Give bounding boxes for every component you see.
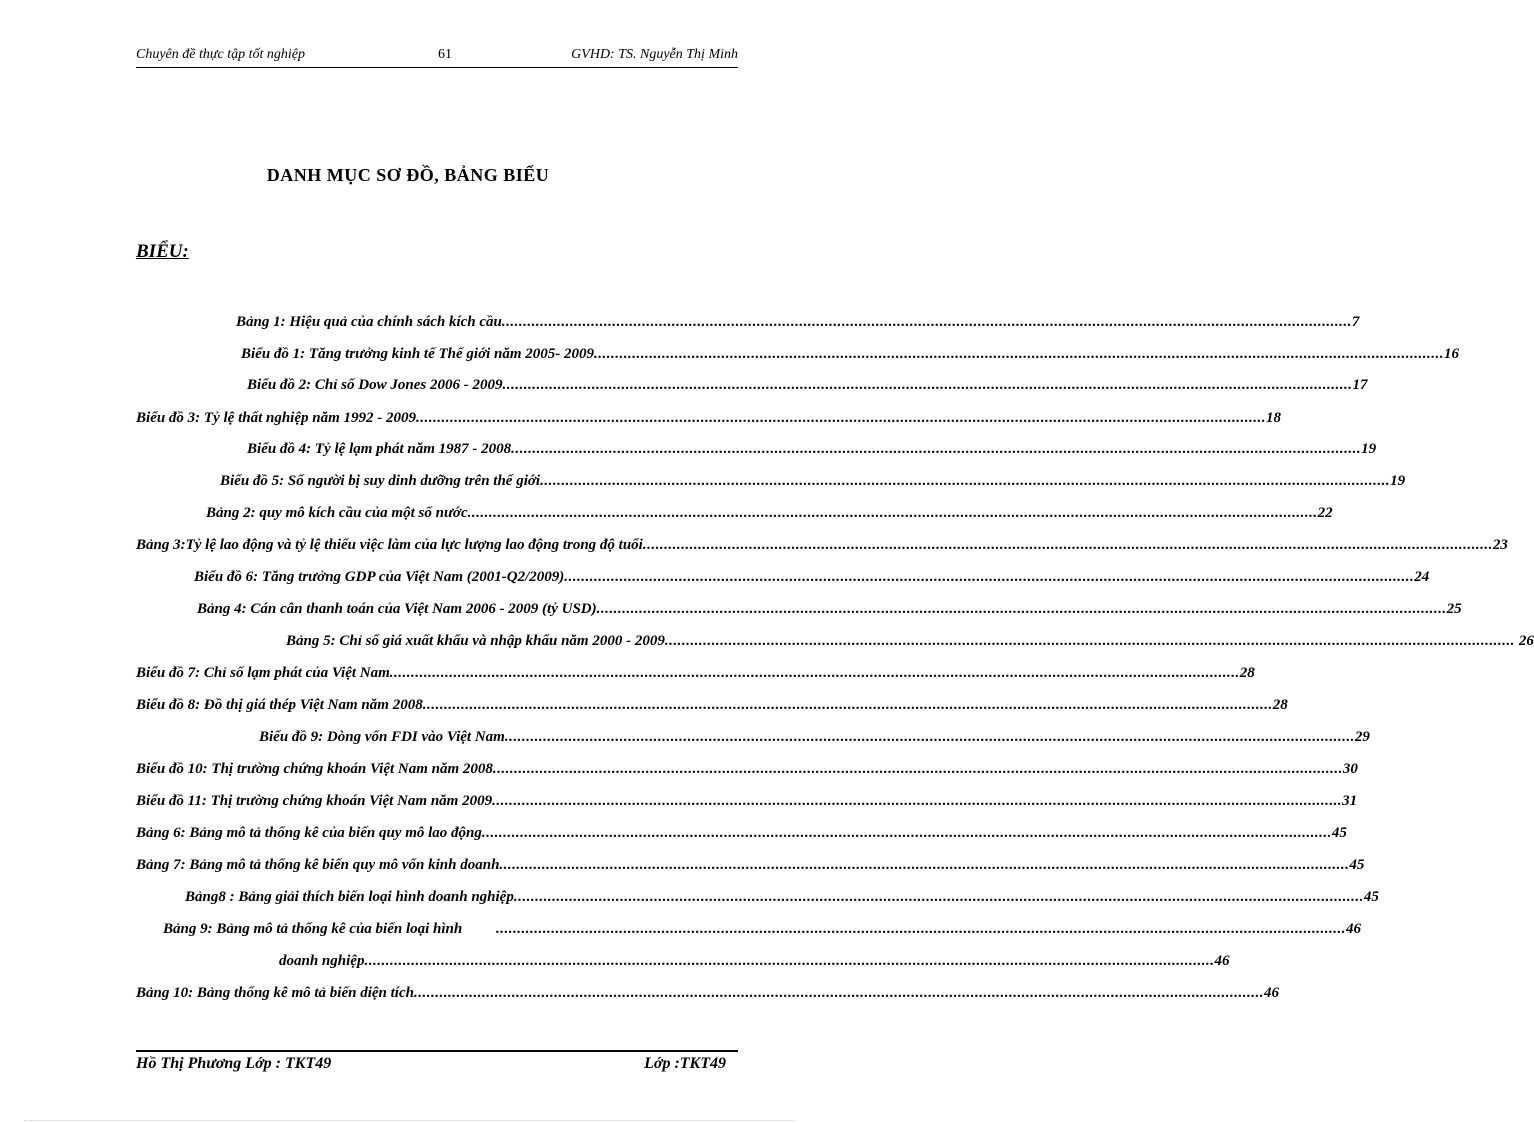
toc-leader: ........................................................................................................................................................................................................	[594, 346, 1445, 362]
toc-entry[interactable]	[247, 436, 1377, 458]
toc-entry-label: Bảng 3:Tỷ lệ lao động và tỷ lệ thiếu việc làm của lực lượng lao động trong độ tuổi	[136, 537, 643, 553]
toc-entry[interactable]	[279, 948, 1230, 970]
toc-entry-page: 45	[1363, 889, 1379, 905]
toc-leader: ........................................................................................................................................................................................................	[596, 601, 1447, 617]
toc-leader: ........................................................................................................................................................................................................	[564, 569, 1415, 585]
toc-leader: ........................................................................................................................................................................................................	[495, 921, 1346, 937]
toc-entry[interactable]	[194, 564, 1430, 586]
toc-entry-label: Biểu đồ 9: Dòng vốn FDI vào Việt Nam	[259, 729, 505, 745]
toc-entry-page: 17	[1352, 377, 1368, 393]
toc-entry-page: 46	[1263, 985, 1279, 1001]
toc-entry[interactable]	[136, 820, 1347, 842]
toc-entry[interactable]	[136, 405, 1282, 427]
toc-entry[interactable]	[163, 916, 1361, 938]
header-supervisor: GVHD: TS. Nguyễn Thị Minh	[571, 47, 738, 62]
toc-entry-label: Biểu đồ 2: Chỉ số Dow Jones 2006 - 2009	[247, 377, 503, 393]
toc-entry-page: 24	[1414, 569, 1430, 585]
toc-leader: ........................................................................................................................................................................................................	[504, 729, 1355, 745]
toc-leader: ........................................................................................................................................................................................................	[513, 889, 1364, 905]
toc-entry-page: 18	[1266, 410, 1282, 426]
toc-entry[interactable]	[136, 532, 1508, 554]
toc-leader: ........................................................................................................................................................................................................	[511, 441, 1362, 457]
toc-leader: ........................................................................................................................................................................................................	[422, 697, 1273, 713]
toc-entry-page: 29	[1354, 729, 1370, 745]
toc-leader: ........................................................................................................................................................................................................	[499, 857, 1350, 873]
toc-entry-page: 23	[1492, 537, 1508, 553]
toc-entry-page: 31	[1342, 793, 1358, 809]
toc-entry[interactable]	[197, 596, 1462, 618]
toc-entry[interactable]	[136, 852, 1365, 874]
toc-entry[interactable]	[236, 309, 1360, 331]
toc-entry[interactable]	[259, 724, 1370, 746]
toc-entry[interactable]	[286, 628, 1534, 650]
footer-divider	[136, 1050, 738, 1052]
toc-entry-page: 45	[1349, 857, 1365, 873]
toc-leader: ........................................................................................................................................................................................................	[416, 410, 1267, 426]
toc-entry-label: Bảng8 : Bảng giải thích biến loại hình doanh nghiệp	[185, 889, 514, 905]
toc-entry-page: 7	[1351, 314, 1360, 330]
toc-entry-page: 30	[1342, 761, 1358, 777]
toc-entry-label: Bảng 2: quy mô kích cầu của một số nước	[206, 505, 468, 521]
toc-leader: ........................................................................................................................................................................................................	[540, 473, 1391, 489]
header-page-number: 61	[438, 47, 452, 62]
toc-entry-label: Bảng 1: Hiệu quả của chính sách kích cầu	[236, 314, 502, 330]
toc-leader: ........................................................................................................................................................................................................	[413, 985, 1264, 1001]
toc-leader: ........................................................................................................................................................................................................	[481, 825, 1332, 841]
toc-entry[interactable]	[220, 468, 1406, 490]
toc-entry-label: Biểu đồ 8: Đồ thị giá thép Việt Nam năm 2008	[136, 697, 423, 713]
toc-entry-page: 45	[1331, 825, 1347, 841]
toc-entry-page: 19	[1361, 441, 1377, 457]
toc-entry[interactable]	[185, 884, 1379, 906]
toc-entry-page: 25	[1446, 601, 1462, 617]
page-bottom-edge	[24, 1120, 794, 1121]
toc-entry-page: 26	[1518, 633, 1534, 649]
page-title: DANH MỤC SƠ ĐỒ, BẢNG BIỂU	[266, 165, 550, 185]
toc-entry[interactable]	[136, 980, 1279, 1002]
header-document-title: Chuyên đề thực tập tốt nghiệp	[136, 47, 305, 62]
toc-entry-label: Biểu đồ 4: Tỷ lệ lạm phát năm 1987 - 2008	[247, 441, 512, 457]
toc-entry-label: Biểu đồ 1: Tăng trưởng kinh tế Thế giới năm 2005- 2009	[241, 346, 595, 362]
toc-entry-page: 46	[1214, 953, 1230, 969]
toc-leader: ........................................................................................................................................................................................................	[642, 537, 1493, 553]
toc-entry[interactable]	[136, 660, 1255, 682]
toc-entry-page: 19	[1390, 473, 1406, 489]
toc-entry[interactable]	[136, 756, 1358, 778]
toc-entry[interactable]	[206, 500, 1333, 522]
toc-entry-label: Bảng 6: Bảng mô tả thống kê của biến quy mô lao động	[136, 825, 482, 841]
footer-class: Lớp :TKT49	[644, 1055, 726, 1072]
toc-leader: ........................................................................................................................................................................................................	[492, 793, 1343, 809]
toc-entry-label: Bảng 5: Chỉ số giá xuất khẩu và nhập khẩu năm 2000 - 2009	[286, 633, 665, 649]
toc-entry-label: Biểu đồ 3: Tỷ lệ thất nghiệp năm 1992 - 2009	[136, 410, 417, 426]
toc-entry-label: Bảng 9: Bảng mô tả thống kê của biến loại hình	[163, 921, 496, 937]
toc-entry-label: doanh nghiệp	[279, 953, 365, 969]
toc-entry-page: 46	[1345, 921, 1361, 937]
toc-entry-page: 28	[1272, 697, 1288, 713]
toc-entry-label: Biểu đồ 11: Thị trường chứng khoán Việt Nam năm 2009	[136, 793, 493, 809]
toc-entry-label: Bảng 4: Cán cân thanh toán của Việt Nam 2006 - 2009 (tỷ USD)	[197, 601, 597, 617]
toc-leader: ........................................................................................................................................................................................................	[664, 633, 1515, 649]
toc-entry-label: Biểu đồ 7: Chỉ số lạm phát của Việt Nam	[136, 665, 390, 681]
toc-leader: ........................................................................................................................................................................................................	[501, 314, 1352, 330]
toc-entry-label: Biểu đồ 5: Số người bị suy dinh dưỡng trên thế giới	[220, 473, 541, 489]
toc-entry[interactable]	[136, 788, 1358, 810]
toc-entry-label: Biểu đồ 6: Tăng trưởng GDP của Việt Nam (2001-Q2/2009)	[194, 569, 565, 585]
toc-entry[interactable]	[136, 692, 1288, 714]
section-heading: BIỂU:	[136, 241, 189, 262]
toc-leader: ........................................................................................................................................................................................................	[467, 505, 1318, 521]
toc-entry-page: 22	[1317, 505, 1333, 521]
footer-author: Hồ Thị Phương Lớp : TKT49	[136, 1055, 332, 1072]
toc-leader: ........................................................................................................................................................................................................	[389, 665, 1240, 681]
page-footer	[136, 1055, 738, 1077]
toc-entry[interactable]	[241, 341, 1460, 363]
toc-leader: ........................................................................................................................................................................................................	[364, 953, 1215, 969]
toc-entry-label: Bảng 10: Bảng thống kê mô tả biến diện tích	[136, 985, 414, 1001]
toc-leader: ........................................................................................................................................................................................................	[492, 761, 1343, 777]
toc-entry-page: 16	[1444, 346, 1460, 362]
toc-entry-label: Biểu đồ 10: Thị trường chứng khoán Việt Nam năm 2008	[136, 761, 493, 777]
toc-entry-label: Bảng 7: Bảng mô tả thống kê biến quy mô vốn kinh doanh	[136, 857, 500, 873]
toc-entry-page: 28	[1239, 665, 1255, 681]
toc-entry[interactable]	[247, 372, 1368, 394]
toc-leader: ........................................................................................................................................................................................................	[502, 377, 1353, 393]
